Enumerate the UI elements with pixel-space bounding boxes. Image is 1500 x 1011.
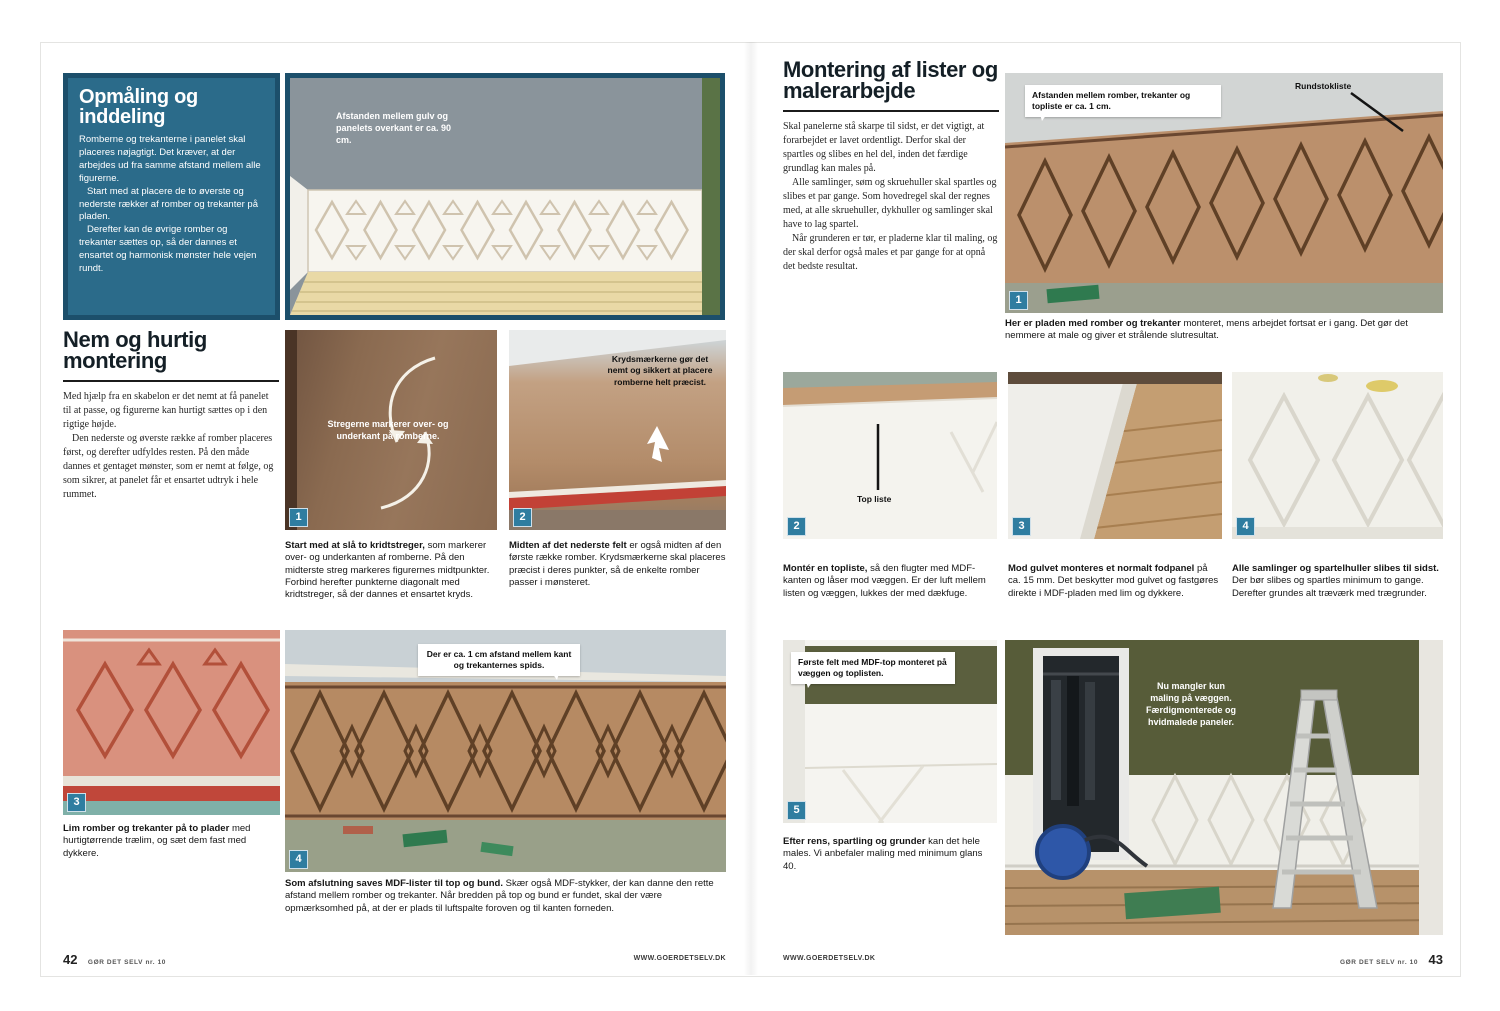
stepR2-caption [783, 563, 997, 600]
stepR1-caption-text: monteret, mens arbejdet fortsat er i gang. Det gør det nemmere at male og giver et strålende slutresultat. [1005, 318, 1408, 342]
step3-photo [63, 630, 280, 815]
step3-caption-lead: Lim romber og trekanter på to plader [63, 823, 230, 834]
step1-caption-text: som markerer over- og underkanten af romberne. På den midterste streg markeres figurernes midtpunkter. Forbind herefter punkterne diagonalt med kridtstreger, så der dannes et ensartet kryds. [285, 540, 490, 601]
stepR2-caption-lead: Montér en topliste, [783, 563, 868, 574]
stepR5-photo [783, 640, 997, 823]
body-paragraph: Skal panelerne stå skarpe til sidst, er det vigtigt, at forarbejdet er lavet ordentligt. Derfor skal der spartles og slibes en hel del, inden det færdige grundlag kan males på. [783, 120, 985, 174]
stepR4-photo-graphic [1232, 372, 1443, 539]
step-badge-r1: 1 [1009, 291, 1028, 310]
step-badge-1: 1 [289, 508, 308, 527]
stepR3-caption-text: på ca. 15 mm. Det beskytter mod gulvet og fastgøres direkte i MDF-pladen med lim og dykkere. [1008, 563, 1219, 599]
footer-right [1340, 951, 1443, 969]
step2-caption-text: er også midten af den første række romber. Krydsmærkerne skal placeres præcist i deres punkter, så de enkelte romber passer i mønsteret. [509, 540, 726, 589]
magazine-brand: GØR DET SELV nr. 10 [1339, 959, 1419, 966]
stepR3-photo-graphic [1008, 372, 1222, 539]
infobox-title: Opmåling og inddeling [79, 86, 198, 128]
magazine-brand: GØR DET SELV nr. 10 [87, 959, 167, 966]
wainscot-illustration [285, 73, 725, 320]
step-badge-3: 3 [67, 793, 86, 812]
section-nem-og-hurtig [63, 327, 279, 502]
step2-photo-callout: Krydsmærkerne gør det nemt og sikkert at placere romberne helt præcist. [607, 354, 713, 387]
illustration-callout: Afstanden mellem gulv og panelets overkant er ca. 90 cm. [336, 111, 452, 146]
step4-caption [285, 878, 726, 915]
heading-rule [783, 110, 999, 112]
stepR2-caption-text: så den flugter med MDF-kanten og låser mod væggen. Er der luft mellem listen og væggen, lukkes der med dækfuge. [783, 563, 986, 599]
stepR5-caption-text: kan det hele males. Vi anbefaler maling med minimum glans 40. [783, 836, 983, 872]
step-badge-r2: 2 [787, 517, 806, 536]
infobox-opmaaling [63, 73, 280, 320]
left-page-number: 42 [63, 952, 78, 967]
stepR1-photo-callout: Afstanden mellem romber, trekanter og topliste er ca. 1 cm. [1025, 85, 1221, 117]
stepR4-caption [1232, 563, 1443, 600]
rundstokliste-label: Rundstokliste [1295, 81, 1352, 91]
body-paragraph: Når grunderen er tør, er pladerne klar til maling, og der skal derfor også males et par gange for at opnå det bedste resultat. [783, 232, 998, 272]
body-paragraph: Alle samlinger, søm og skruehuller skal spartles og slibes et par gange. Som hovedregel skal der regnes med, at alle skruehuller, dykhuller og samlinger skal have to lag spartel. [783, 176, 997, 230]
section-title: Nem og hurtig montering [63, 327, 207, 373]
stepR1-caption [1005, 318, 1443, 343]
step1-photo [285, 330, 497, 530]
step4-photo [285, 630, 726, 872]
stepR3-caption-lead: Mod gulvet monteres et normalt fodpanel [1008, 563, 1195, 574]
body-paragraph: Den nederste og øverste række af romber placeres først, og derefter udfyldes resten. På den måde dannes et gentaget mønster, som er nemt at følge, og som sikrer, at panelet får et ensartet udtryk i hele rummet. [63, 432, 274, 500]
heading-rule [63, 380, 279, 382]
page-gutter [744, 42, 758, 975]
step1-caption [285, 540, 497, 602]
stepR2-photo-graphic [783, 372, 997, 539]
step-badge-r4: 4 [1236, 517, 1255, 536]
step-badge-r3: 3 [1012, 517, 1031, 536]
step3-caption [63, 823, 280, 860]
step-badge-4: 4 [289, 850, 308, 869]
infobox-paragraph: Start med at placere de to øverste og nederste rækker af romber og trekanter på pladen. [79, 185, 259, 223]
footer-site-left: WWW.GOERDETSELV.DK [633, 955, 726, 962]
section-montering [783, 57, 999, 274]
step2-caption [509, 540, 726, 589]
stepR5-caption-lead: Efter rens, spartling og grunder [783, 836, 926, 847]
stepR3-caption [1008, 563, 1222, 600]
stepR2-photo [783, 372, 997, 539]
stepR4-caption-text: Der bør slibes og spartles minimum to gange. Derefter grundes alt træværk med trægrunder. [1232, 575, 1427, 599]
step4-photo-callout: Der er ca. 1 cm afstand mellem kant og trekanternes spids. [418, 644, 580, 676]
step4-caption-text: Skær også MDF-stykker, der kan danne den rette afstand mellem romber og trekanter. Når bredden på top og bund er fundet, skal der være opmærksomhed på, at der er plads til luftspalte foroven og til kanten forneden. [285, 878, 714, 914]
section-title: Montering af lister og malerarbejde [783, 57, 998, 103]
right-page-number: 43 [1428, 952, 1443, 967]
step3-caption-text: med hurtigtørrende trælim, og sæt dem fast med dykkere. [63, 823, 251, 859]
step2-caption-lead: Midten af det nederste felt [509, 540, 627, 551]
stepR4-caption-lead: Alle samlinger og spartelhuller slibes til sidst. [1232, 563, 1439, 574]
step2-photo [509, 330, 726, 530]
stepR4-photo [1232, 372, 1443, 539]
stepR5-photo-callout: Første felt med MDF-top monteret på væggen og toplisten. [791, 652, 955, 684]
step4-caption-lead: Som afslutning saves MDF-lister til top og bund. [285, 878, 503, 889]
finished-room-callout: Nu mangler kun maling på væggen. Færdigmonterede og hvidmalede paneler. [1145, 681, 1236, 728]
step3-photo-graphic [63, 630, 280, 815]
stepR1-caption-lead: Her er pladen med romber og trekanter [1005, 318, 1181, 329]
finished-room-photo [1005, 640, 1443, 935]
stepR1-photo [1005, 73, 1443, 313]
infobox-paragraph: Derefter kan de øvrige romber og trekanter sættes op, så der dannes et ensartet og harmonisk mønster hele vejen rundt. [79, 224, 257, 275]
step-badge-r5: 5 [787, 801, 806, 820]
footer-left [63, 951, 166, 969]
stepR3-photo [1008, 372, 1222, 539]
infobox-paragraph: Romberne og trekanterne i panelet skal placeres nøjagtigt. Det kræver, at der arbejdes ud fra samme afstand mellem alle figurerne. [79, 134, 261, 184]
step1-photo-callout: Stregerne markerer over- og underkant på romberne. [327, 419, 449, 442]
stepR5-caption [783, 836, 997, 873]
step1-caption-lead: Start med at slå to kridtstreger, [285, 540, 425, 551]
step-badge-2: 2 [513, 508, 532, 527]
top-liste-label: Top liste [857, 494, 892, 504]
footer-site-right: WWW.GOERDETSELV.DK [783, 955, 876, 962]
body-paragraph: Med hjælp fra en skabelon er det nemt at få panelet til at passe, og figurerne kan hurtigt sættes op i den rigtige højde. [63, 390, 269, 430]
